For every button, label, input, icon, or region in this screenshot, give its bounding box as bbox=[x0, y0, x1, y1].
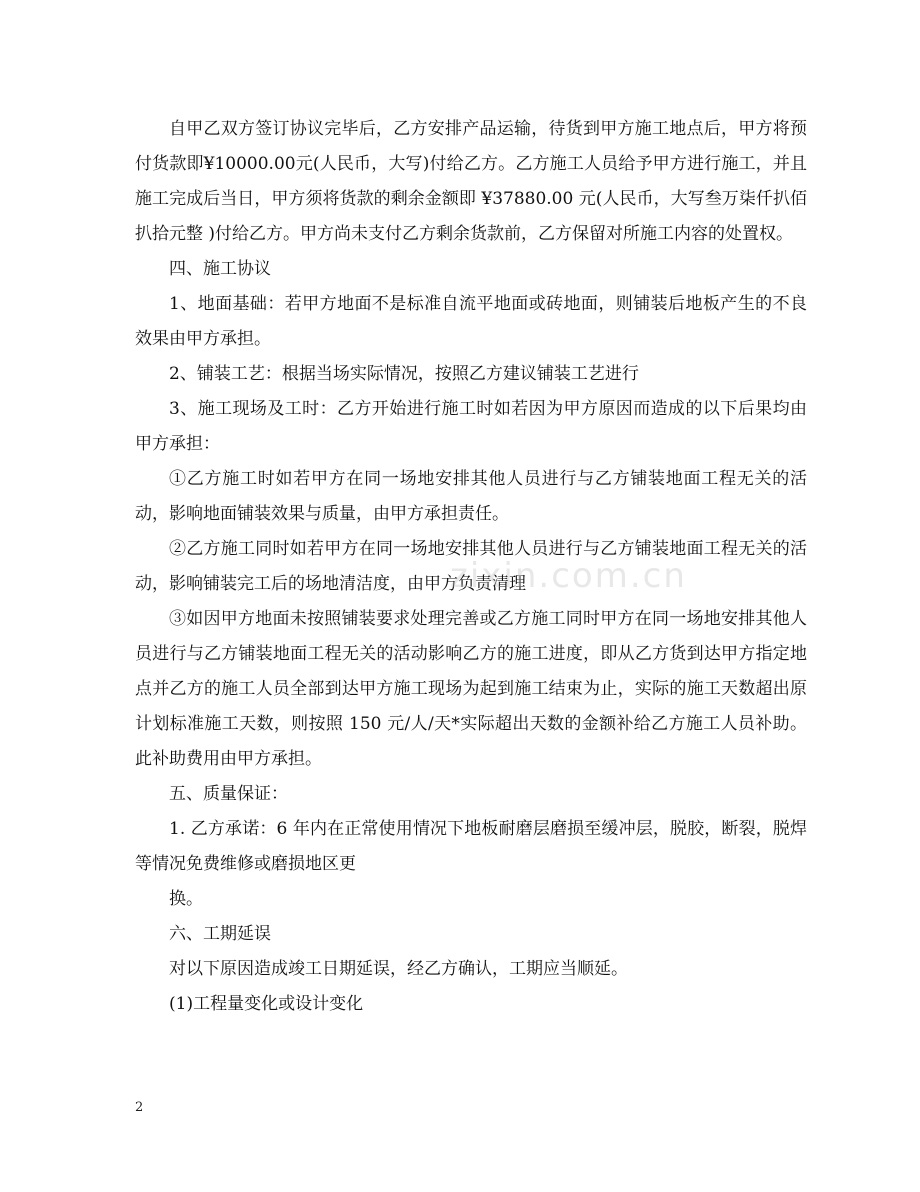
watermark: zixin.com.cn bbox=[450, 556, 687, 596]
paragraph-delay-item-1: (1)工程量变化或设计变化 bbox=[169, 994, 364, 1014]
section-heading-construction-agreement: 四、施工协议 bbox=[169, 259, 271, 279]
paragraph-item-3: ③如因甲方地面未按照铺装要求处理完善或乙方施工同时甲方在同一场地安排其他人员进行与乙方铺装地面工程无关的活动影响乙方的施工进度，即从乙方货到达甲方指定地点并乙方的施工人员全部到达甲方施工现场为起到施工结束为止，实际的施工天数超出原计划标准施工天数，则按照 150 元/人/天*实际超出天数的金额补给乙方施工人员补助。此补助费用由甲方承担。 bbox=[135, 609, 807, 769]
paragraph-floor-foundation: 1、地面基础：若甲方地面不是标准自流平地面或砖地面，则铺装后地板产生的不良效果由甲方承担。 bbox=[135, 294, 807, 349]
section-heading-quality-guarantee: 五、质量保证： bbox=[169, 784, 288, 804]
paragraph-item-1: ①乙方施工时如若甲方在同一场地安排其他人员进行与乙方铺装地面工程无关的活动，影响地面铺装效果与质量，由甲方承担责任。 bbox=[135, 469, 807, 524]
paragraph-payment-terms: 自甲乙双方签订协议完毕后，乙方安排产品运输，待货到甲方施工地点后，甲方将预付货款即¥10000.00元(人民币，大写)付给乙方。乙方施工人员给予甲方进行施工，并且施工完成后当日，甲方须将货款的剩余金额即 ¥37880.00 元(人民币，大写叁万柒仟扒佰扒拾元整 )付给乙方。甲方尚未支付乙方剩余货款前，乙方保留对所施工内容的处置权。 bbox=[135, 119, 807, 244]
paragraph-installation-process: 2、铺装工艺：根据当场实际情况，按照乙方建议铺装工艺进行 bbox=[169, 364, 639, 384]
paragraph-warranty-continued: 换。 bbox=[169, 889, 203, 909]
page-number: 2 bbox=[135, 1100, 144, 1115]
paragraph-site-and-hours: 3、施工现场及工时：乙方开始进行施工时如若因为甲方原因而造成的以下后果均由甲方承担： bbox=[135, 399, 807, 454]
paragraph-delay-causes: 对以下原因造成竣工日期延误，经乙方确认，工期应当顺延。 bbox=[169, 959, 628, 979]
document-body bbox=[135, 112, 807, 1022]
paragraph-item-2: ②乙方施工同时如若甲方在同一场地安排其他人员进行与乙方铺装地面工程无关的活动，影响铺装完工后的场地清洁度，由甲方负责清理 bbox=[135, 539, 807, 594]
paragraph-warranty: 1. 乙方承诺：6 年内在正常使用情况下地板耐磨层磨损至缓冲层，脱胶，断裂，脱焊等情况免费维修或磨损地区更 bbox=[135, 819, 807, 874]
section-heading-schedule-delay: 六、工期延误 bbox=[169, 924, 271, 944]
